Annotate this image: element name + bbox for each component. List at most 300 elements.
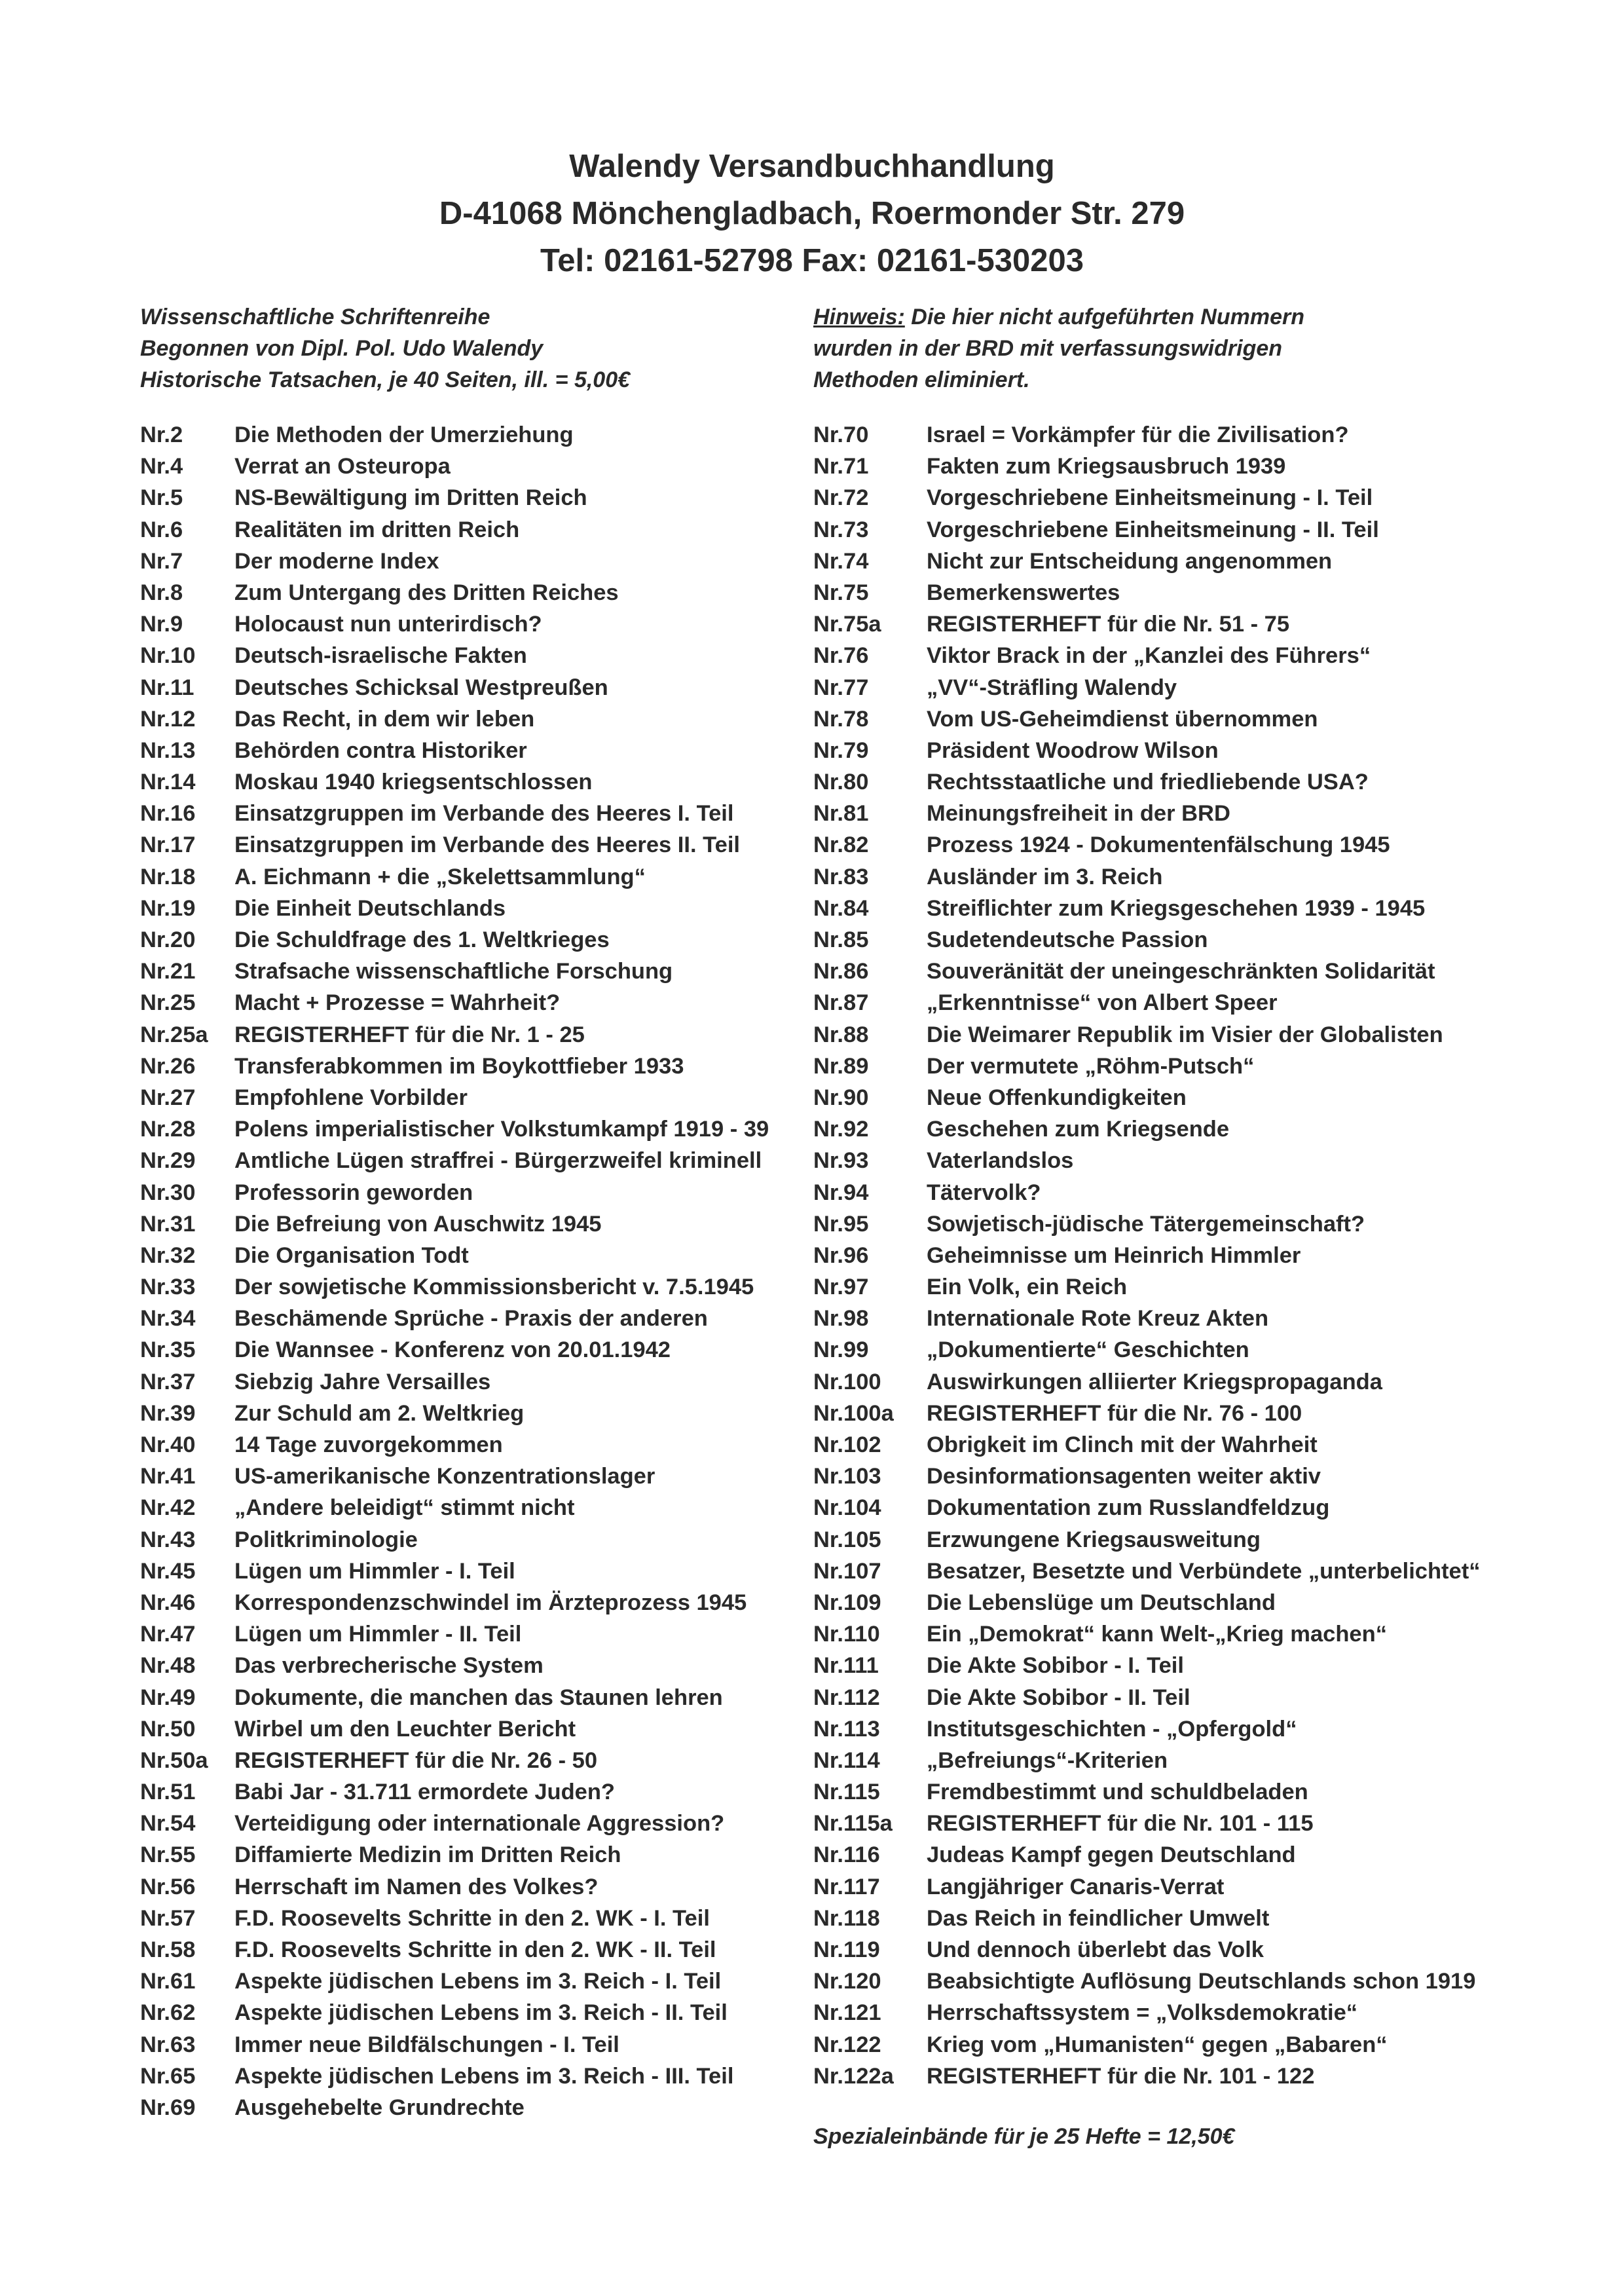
issue-title: „VV“-Sträfling Walendy xyxy=(927,675,1177,700)
list-item xyxy=(140,1145,769,1176)
issue-number: Nr.117 xyxy=(813,1874,880,1899)
issue-title: Empfohlene Vorbilder xyxy=(234,1085,468,1110)
list-item xyxy=(140,1997,769,2028)
issue-title: Aspekte jüdischen Lebens im 3. Reich - III. Teil xyxy=(234,2063,734,2089)
issue-title: Deutsch-israelische Fakten xyxy=(234,643,527,669)
list-item xyxy=(140,1650,769,1681)
issue-number: Nr.28 xyxy=(140,1117,196,1142)
issue-number: Nr.76 xyxy=(813,643,869,669)
issue-title: Zum Untergang des Dritten Reiches xyxy=(234,580,619,605)
issue-number: Nr.72 xyxy=(813,485,869,511)
list-item xyxy=(813,514,1480,546)
list-item xyxy=(140,798,769,829)
issue-number: Nr.70 xyxy=(813,422,869,447)
list-item xyxy=(140,1524,769,1556)
issue-number: Nr.102 xyxy=(813,1432,881,1457)
issue-number: Nr.119 xyxy=(813,1937,880,1962)
list-item xyxy=(140,893,769,924)
issue-number: Nr.50a xyxy=(140,1747,208,1773)
issue-title: Dokumentation zum Russlandfeldzug xyxy=(927,1495,1330,1521)
hinweis-line xyxy=(813,301,1304,333)
issue-number: Nr.121 xyxy=(813,2000,881,2026)
issue-title: Vorgeschriebene Einheitsmeinung - II. Teil xyxy=(927,517,1379,542)
list-item xyxy=(813,1019,1480,1051)
list-item xyxy=(813,546,1480,577)
issue-number: Nr.41 xyxy=(140,1464,196,1489)
issue-title: Israel = Vorkämpfer für die Zivilisation? xyxy=(927,422,1349,447)
list-item xyxy=(813,1871,1480,1903)
issue-title: „Dokumentierte“ Geschichten xyxy=(927,1337,1249,1363)
issue-number: Nr.81 xyxy=(813,801,869,827)
list-item xyxy=(140,1871,769,1903)
issue-title: Lügen um Himmler - II. Teil xyxy=(234,1622,522,1647)
issue-number: Nr.120 xyxy=(813,1969,881,1994)
issue-number: Nr.40 xyxy=(140,1432,196,1457)
issue-number: Nr.75a xyxy=(813,612,881,637)
issue-title: Ausländer im 3. Reich xyxy=(927,864,1163,889)
issue-number: Nr.50 xyxy=(140,1716,196,1742)
issue-title: Ein Volk, ein Reich xyxy=(927,1275,1128,1300)
list-item xyxy=(813,1745,1480,1776)
issue-title: REGISTERHEFT für die Nr. 1 - 25 xyxy=(234,1022,585,1047)
issue-title: Die Akte Sobibor - I. Teil xyxy=(927,1653,1184,1679)
list-item xyxy=(140,1113,769,1145)
list-item xyxy=(813,1997,1480,2028)
issue-number: Nr.61 xyxy=(140,1969,196,1994)
issue-title: Babi Jar - 31.711 ermordete Juden? xyxy=(234,1780,615,1805)
list-item xyxy=(813,1177,1480,1208)
list-item xyxy=(813,1429,1480,1461)
list-item xyxy=(140,2029,769,2061)
issue-title: Einsatzgruppen im Verbande des Heeres I. Teil xyxy=(234,801,734,827)
issue-number: Nr.74 xyxy=(813,548,869,574)
list-item xyxy=(140,608,769,640)
list-item xyxy=(140,1082,769,1113)
issue-number: Nr.2 xyxy=(140,422,183,447)
issue-number: Nr.97 xyxy=(813,1275,869,1300)
issue-number: Nr.7 xyxy=(140,548,183,574)
list-item xyxy=(813,1524,1480,1556)
issue-number: Nr.90 xyxy=(813,1085,869,1110)
list-item xyxy=(813,798,1480,829)
issue-title: Die Lebenslüge um Deutschland xyxy=(927,1590,1276,1615)
issue-number: Nr.88 xyxy=(813,1022,869,1047)
list-item xyxy=(813,735,1480,766)
issue-number: Nr.71 xyxy=(813,454,869,479)
issue-title: Prozess 1924 - Dokumentenfälschung 1945 xyxy=(927,832,1390,858)
hinweis-label: Hinweis: xyxy=(813,305,905,329)
list-item xyxy=(140,1745,769,1776)
issue-title: Immer neue Bildfälschungen - I. Teil xyxy=(234,2032,619,2057)
issue-number: Nr.103 xyxy=(813,1464,881,1489)
list-item xyxy=(813,1587,1480,1618)
issue-number: Nr.10 xyxy=(140,643,196,669)
issue-number: Nr.79 xyxy=(813,737,869,763)
issue-title: Judeas Kampf gegen Deutschland xyxy=(927,1842,1296,1868)
list-item xyxy=(140,1461,769,1492)
issue-number: Nr.30 xyxy=(140,1180,196,1205)
issue-number: Nr.110 xyxy=(813,1622,880,1647)
issue-title: Besatzer, Besetzte und Verbündete „unterbelichtet“ xyxy=(927,1558,1481,1584)
list-item xyxy=(813,1240,1480,1271)
issue-number: Nr.116 xyxy=(813,1842,880,1868)
issue-title: Politkriminologie xyxy=(234,1527,418,1552)
issue-title: Bemerkenswertes xyxy=(927,580,1120,605)
issue-number: Nr.42 xyxy=(140,1495,196,1521)
issue-number: Nr.55 xyxy=(140,1842,196,1868)
issue-number: Nr.57 xyxy=(140,1905,196,1931)
issue-title: Holocaust nun unterirdisch? xyxy=(234,612,542,637)
list-item xyxy=(813,1556,1480,1587)
issue-number: Nr.12 xyxy=(140,706,196,732)
issue-number: Nr.83 xyxy=(813,864,869,889)
issue-title: Professorin geworden xyxy=(234,1180,473,1205)
issue-title: Geschehen zum Kriegsende xyxy=(927,1117,1230,1142)
issue-title: Tätervolk? xyxy=(927,1180,1041,1205)
issue-number: Nr.100a xyxy=(813,1400,894,1426)
issue-number: Nr.118 xyxy=(813,1905,880,1931)
issue-title: Korrespondenzschwindel im Ärzteprozess 1945 xyxy=(234,1590,747,1615)
hinweis-note xyxy=(813,301,1304,396)
issue-number: Nr.104 xyxy=(813,1495,881,1521)
list-item xyxy=(140,1303,769,1334)
issue-title: Präsident Woodrow Wilson xyxy=(927,737,1219,763)
list-item xyxy=(140,514,769,546)
issue-title: Streiflichter zum Kriegsgeschehen 1939 - 1945 xyxy=(927,895,1426,921)
issue-number: Nr.80 xyxy=(813,770,869,795)
list-item xyxy=(140,829,769,861)
issue-title: Behörden contra Historiker xyxy=(234,737,527,763)
issue-title: Beschämende Sprüche - Praxis der anderen xyxy=(234,1306,708,1332)
issue-number: Nr.100 xyxy=(813,1369,881,1394)
list-item xyxy=(813,1492,1480,1523)
left-issue-list xyxy=(140,419,769,2123)
issue-title: Macht + Prozesse = Wahrheit? xyxy=(234,990,561,1016)
list-item xyxy=(813,1145,1480,1176)
issue-title: Obrigkeit im Clinch mit der Wahrheit xyxy=(927,1432,1318,1457)
issue-title: Neue Offenkundigkeiten xyxy=(927,1085,1187,1110)
issue-title: Ein „Demokrat“ kann Welt-„Krieg machen“ xyxy=(927,1622,1387,1647)
issue-number: Nr.8 xyxy=(140,580,183,605)
list-item xyxy=(140,1966,769,1997)
list-item xyxy=(140,956,769,987)
issue-title: Herrschaftssystem = „Volksdemokratie“ xyxy=(927,2000,1358,2026)
hinweis-line: Methoden eliminiert. xyxy=(813,367,1030,392)
issue-title: 14 Tage zuvorgekommen xyxy=(234,1432,503,1457)
list-item xyxy=(813,1334,1480,1366)
issue-number: Nr.115a xyxy=(813,1811,893,1837)
list-item xyxy=(140,577,769,608)
issue-number: Nr.98 xyxy=(813,1306,869,1332)
list-item xyxy=(140,861,769,893)
issue-title: Das Reich in feindlicher Umwelt xyxy=(927,1905,1270,1931)
list-item xyxy=(140,924,769,956)
issue-number: Nr.4 xyxy=(140,454,183,479)
list-item xyxy=(813,829,1480,861)
list-item xyxy=(813,1903,1480,1934)
list-item xyxy=(813,482,1480,513)
issue-title: Sowjetisch-jüdische Tätergemeinschaft? xyxy=(927,1211,1365,1237)
company-contact: Tel: 02161-52798 Fax: 02161-530203 xyxy=(540,243,1084,278)
issue-number: Nr.14 xyxy=(140,770,196,795)
issue-number: Nr.35 xyxy=(140,1337,196,1363)
list-item xyxy=(813,956,1480,987)
issue-title: Lügen um Himmler - I. Teil xyxy=(234,1558,515,1584)
issue-number: Nr.17 xyxy=(140,832,196,858)
issue-title: Fremdbestimmt und schuldbeladen xyxy=(927,1780,1308,1805)
list-item xyxy=(813,577,1480,608)
issue-number: Nr.27 xyxy=(140,1085,196,1110)
series-intro xyxy=(140,301,630,396)
list-item xyxy=(140,987,769,1018)
list-item xyxy=(140,672,769,703)
list-item xyxy=(140,1776,769,1808)
issue-number: Nr.58 xyxy=(140,1937,196,1962)
list-item xyxy=(140,451,769,482)
list-item xyxy=(140,482,769,513)
list-item xyxy=(813,1618,1480,1650)
list-item xyxy=(140,1713,769,1745)
issue-title: Fakten zum Kriegsausbruch 1939 xyxy=(927,454,1286,479)
issue-number: Nr.13 xyxy=(140,737,196,763)
issue-title: NS-Bewältigung im Dritten Reich xyxy=(234,485,587,511)
issue-number: Nr.78 xyxy=(813,706,869,732)
issue-title: Die Akte Sobibor - II. Teil xyxy=(927,1685,1190,1710)
issue-title: REGISTERHEFT für die Nr. 101 - 115 xyxy=(927,1811,1314,1837)
list-item xyxy=(813,1839,1480,1871)
issue-title: Wirbel um den Leuchter Bericht xyxy=(234,1716,576,1742)
list-item xyxy=(140,1682,769,1713)
issue-title: Die Befreiung von Auschwitz 1945 xyxy=(234,1211,602,1237)
issue-number: Nr.56 xyxy=(140,1874,196,1899)
issue-number: Nr.51 xyxy=(140,1780,196,1805)
issue-title: Geheimnisse um Heinrich Himmler xyxy=(927,1242,1301,1268)
issue-number: Nr.112 xyxy=(813,1685,880,1710)
issue-title: REGISTERHEFT für die Nr. 51 - 75 xyxy=(927,612,1290,637)
issue-title: Der sowjetische Kommissionsbericht v. 7.5.1945 xyxy=(234,1275,754,1300)
list-item xyxy=(813,987,1480,1018)
issue-number: Nr.6 xyxy=(140,517,183,542)
issue-number: Nr.82 xyxy=(813,832,869,858)
issue-title: Amtliche Lügen straffrei - Bürgerzweifel kriminell xyxy=(234,1148,762,1174)
issue-title: Und dennoch überlebt das Volk xyxy=(927,1937,1264,1962)
list-item xyxy=(140,1334,769,1366)
company-name: Walendy Versandbuchhandlung xyxy=(569,149,1055,184)
issue-number: Nr.111 xyxy=(813,1653,879,1679)
issue-title: Ausgehebelte Grundrechte xyxy=(234,2095,525,2120)
list-item xyxy=(813,1934,1480,1966)
issue-number: Nr.5 xyxy=(140,485,183,511)
issue-title: Polens imperialistischer Volkstumkampf 1919 - 39 xyxy=(234,1117,769,1142)
issue-number: Nr.29 xyxy=(140,1148,196,1174)
issue-title: REGISTERHEFT für die Nr. 76 - 100 xyxy=(927,1400,1302,1426)
issue-number: Nr.99 xyxy=(813,1337,869,1363)
issue-title: Sudetendeutsche Passion xyxy=(927,927,1208,952)
list-item xyxy=(813,672,1480,703)
list-item xyxy=(813,1713,1480,1745)
issue-number: Nr.113 xyxy=(813,1716,880,1742)
issue-title: Die Weimarer Republik im Visier der Globalisten xyxy=(927,1022,1443,1047)
issue-title: Institutsgeschichten - „Opfergold“ xyxy=(927,1716,1297,1742)
list-item xyxy=(140,1177,769,1208)
list-item xyxy=(140,1839,769,1871)
issue-number: Nr.73 xyxy=(813,517,869,542)
list-item xyxy=(813,640,1480,671)
list-item xyxy=(140,1019,769,1051)
list-item xyxy=(140,1618,769,1650)
issue-number: Nr.25a xyxy=(140,1022,208,1047)
issue-title: Der vermutete „Röhm-Putsch“ xyxy=(927,1053,1255,1079)
list-item xyxy=(813,924,1480,956)
issue-number: Nr.95 xyxy=(813,1211,869,1237)
issue-number: Nr.75 xyxy=(813,580,869,605)
issue-title: Dokumente, die manchen das Staunen lehren xyxy=(234,1685,723,1710)
list-item xyxy=(140,1429,769,1461)
issue-number: Nr.18 xyxy=(140,864,196,889)
issue-number: Nr.20 xyxy=(140,927,196,952)
issue-number: Nr.26 xyxy=(140,1053,196,1079)
list-item xyxy=(813,1776,1480,1808)
issue-title: Vom US-Geheimdienst übernommen xyxy=(927,706,1318,732)
series-intro-line: Begonnen von Dipl. Pol. Udo Walendy xyxy=(140,336,544,361)
issue-number: Nr.107 xyxy=(813,1558,881,1584)
issue-title: Deutsches Schicksal Westpreußen xyxy=(234,675,608,700)
issue-number: Nr.63 xyxy=(140,2032,196,2057)
series-intro-line: Historische Tatsachen, je 40 Seiten, ill. = 5,00€ xyxy=(140,367,631,392)
issue-title: Einsatzgruppen im Verbande des Heeres II. Teil xyxy=(234,832,741,858)
issue-number: Nr.122a xyxy=(813,2063,894,2089)
issue-number: Nr.47 xyxy=(140,1622,196,1647)
list-item xyxy=(813,1682,1480,1713)
list-item xyxy=(140,546,769,577)
list-item xyxy=(813,861,1480,893)
right-issue-list xyxy=(813,419,1480,2092)
issue-number: Nr.122 xyxy=(813,2032,881,2057)
list-item xyxy=(140,1051,769,1082)
issue-title: US-amerikanische Konzentrationslager xyxy=(234,1464,655,1489)
issue-number: Nr.109 xyxy=(813,1590,881,1615)
issue-title: Langjähriger Canaris-Verrat xyxy=(927,1874,1225,1899)
list-item xyxy=(813,1650,1480,1681)
issue-title: Die Einheit Deutschlands xyxy=(234,895,506,921)
issue-title: REGISTERHEFT für die Nr. 26 - 50 xyxy=(234,1747,598,1773)
list-item xyxy=(813,1398,1480,1429)
list-item xyxy=(813,703,1480,735)
list-item xyxy=(140,2092,769,2123)
company-address: D-41068 Mönchengladbach, Roermonder Str. 279 xyxy=(439,196,1185,231)
issue-number: Nr.87 xyxy=(813,990,869,1016)
list-item xyxy=(140,640,769,671)
issue-number: Nr.21 xyxy=(140,959,196,984)
series-intro-line: Wissenschaftliche Schriftenreihe xyxy=(140,305,490,329)
list-item xyxy=(813,2029,1480,2061)
issue-number: Nr.84 xyxy=(813,895,869,921)
issue-number: Nr.37 xyxy=(140,1369,196,1394)
hinweis-line: wurden in der BRD mit verfassungswidrigen xyxy=(813,336,1283,361)
issue-number: Nr.49 xyxy=(140,1685,196,1710)
issue-number: Nr.92 xyxy=(813,1117,869,1142)
issue-title: „Befreiungs“-Kriterien xyxy=(927,1747,1168,1773)
issue-number: Nr.11 xyxy=(140,675,194,700)
issue-title: Das Recht, in dem wir leben xyxy=(234,706,535,732)
issue-number: Nr.94 xyxy=(813,1180,869,1205)
issue-title: Verteidigung oder internationale Aggression? xyxy=(234,1811,725,1837)
issue-title: Beabsichtigte Auflösung Deutschlands schon 1919 xyxy=(927,1969,1476,1994)
issue-title: Herrschaft im Namen des Volkes? xyxy=(234,1874,599,1899)
issue-title: F.D. Roosevelts Schritte in den 2. WK - II. Teil xyxy=(234,1937,716,1962)
issue-title: Vaterlandslos xyxy=(927,1148,1074,1174)
list-item xyxy=(813,1113,1480,1145)
issue-title: Realitäten im dritten Reich xyxy=(234,517,520,542)
list-item xyxy=(813,2061,1480,2092)
list-item xyxy=(140,766,769,798)
list-item xyxy=(813,893,1480,924)
issue-title: Aspekte jüdischen Lebens im 3. Reich - II. Teil xyxy=(234,2000,728,2026)
issue-title: Rechtsstaatliche und friedliebende USA? xyxy=(927,770,1369,795)
issue-title: Auswirkungen alliierter Kriegspropaganda xyxy=(927,1369,1382,1394)
list-item xyxy=(140,1208,769,1240)
issue-title: Das verbrecherische System xyxy=(234,1653,544,1679)
list-item xyxy=(813,1461,1480,1492)
issue-title: Strafsache wissenschaftliche Forschung xyxy=(234,959,673,984)
issue-title: Die Organisation Todt xyxy=(234,1242,469,1268)
list-item xyxy=(140,735,769,766)
list-item xyxy=(813,1966,1480,1997)
list-item xyxy=(140,1366,769,1398)
issue-number: Nr.115 xyxy=(813,1780,880,1805)
list-item xyxy=(813,1051,1480,1082)
issue-title: „Andere beleidigt“ stimmt nicht xyxy=(234,1495,575,1521)
issue-title: Meinungsfreiheit in der BRD xyxy=(927,801,1230,827)
issue-number: Nr.54 xyxy=(140,1811,196,1837)
issue-title: Siebzig Jahre Versailles xyxy=(234,1369,491,1394)
list-item xyxy=(813,1208,1480,1240)
issue-title: A. Eichmann + die „Skelettsammlung“ xyxy=(234,864,646,889)
issue-title: Die Schuldfrage des 1. Weltkrieges xyxy=(234,927,610,952)
issue-title: Erzwungene Kriegsausweitung xyxy=(927,1527,1261,1552)
issue-title: Viktor Brack in der „Kanzlei des Führers“ xyxy=(927,643,1371,669)
issue-number: Nr.33 xyxy=(140,1275,196,1300)
issue-number: Nr.85 xyxy=(813,927,869,952)
issue-title: Verrat an Osteuropa xyxy=(234,454,451,479)
issue-number: Nr.89 xyxy=(813,1053,869,1079)
list-item xyxy=(813,1808,1480,1839)
issue-number: Nr.96 xyxy=(813,1242,869,1268)
issue-number: Nr.45 xyxy=(140,1558,196,1584)
issue-number: Nr.46 xyxy=(140,1590,196,1615)
issue-title: Die Wannsee - Konferenz von 20.01.1942 xyxy=(234,1337,671,1363)
issue-number: Nr.77 xyxy=(813,675,869,700)
issue-number: Nr.34 xyxy=(140,1306,196,1332)
issue-title: Aspekte jüdischen Lebens im 3. Reich - I. Teil xyxy=(234,1969,722,1994)
list-item xyxy=(140,1240,769,1271)
list-item xyxy=(140,1808,769,1839)
hinweis-text: Die hier nicht aufgeführten Nummern xyxy=(904,305,1304,329)
issue-title: Diffamierte Medizin im Dritten Reich xyxy=(234,1842,621,1868)
issue-number: Nr.105 xyxy=(813,1527,881,1552)
issue-number: Nr.69 xyxy=(140,2095,196,2120)
issue-number: Nr.43 xyxy=(140,1527,196,1552)
issue-number: Nr.114 xyxy=(813,1747,880,1773)
issue-title: F.D. Roosevelts Schritte in den 2. WK - I. Teil xyxy=(234,1905,710,1931)
list-item xyxy=(813,419,1480,451)
list-item xyxy=(140,703,769,735)
issue-number: Nr.25 xyxy=(140,990,196,1016)
issue-title: Zur Schuld am 2. Weltkrieg xyxy=(234,1400,525,1426)
issue-number: Nr.16 xyxy=(140,801,196,827)
issue-number: Nr.65 xyxy=(140,2063,196,2089)
list-item xyxy=(140,1398,769,1429)
